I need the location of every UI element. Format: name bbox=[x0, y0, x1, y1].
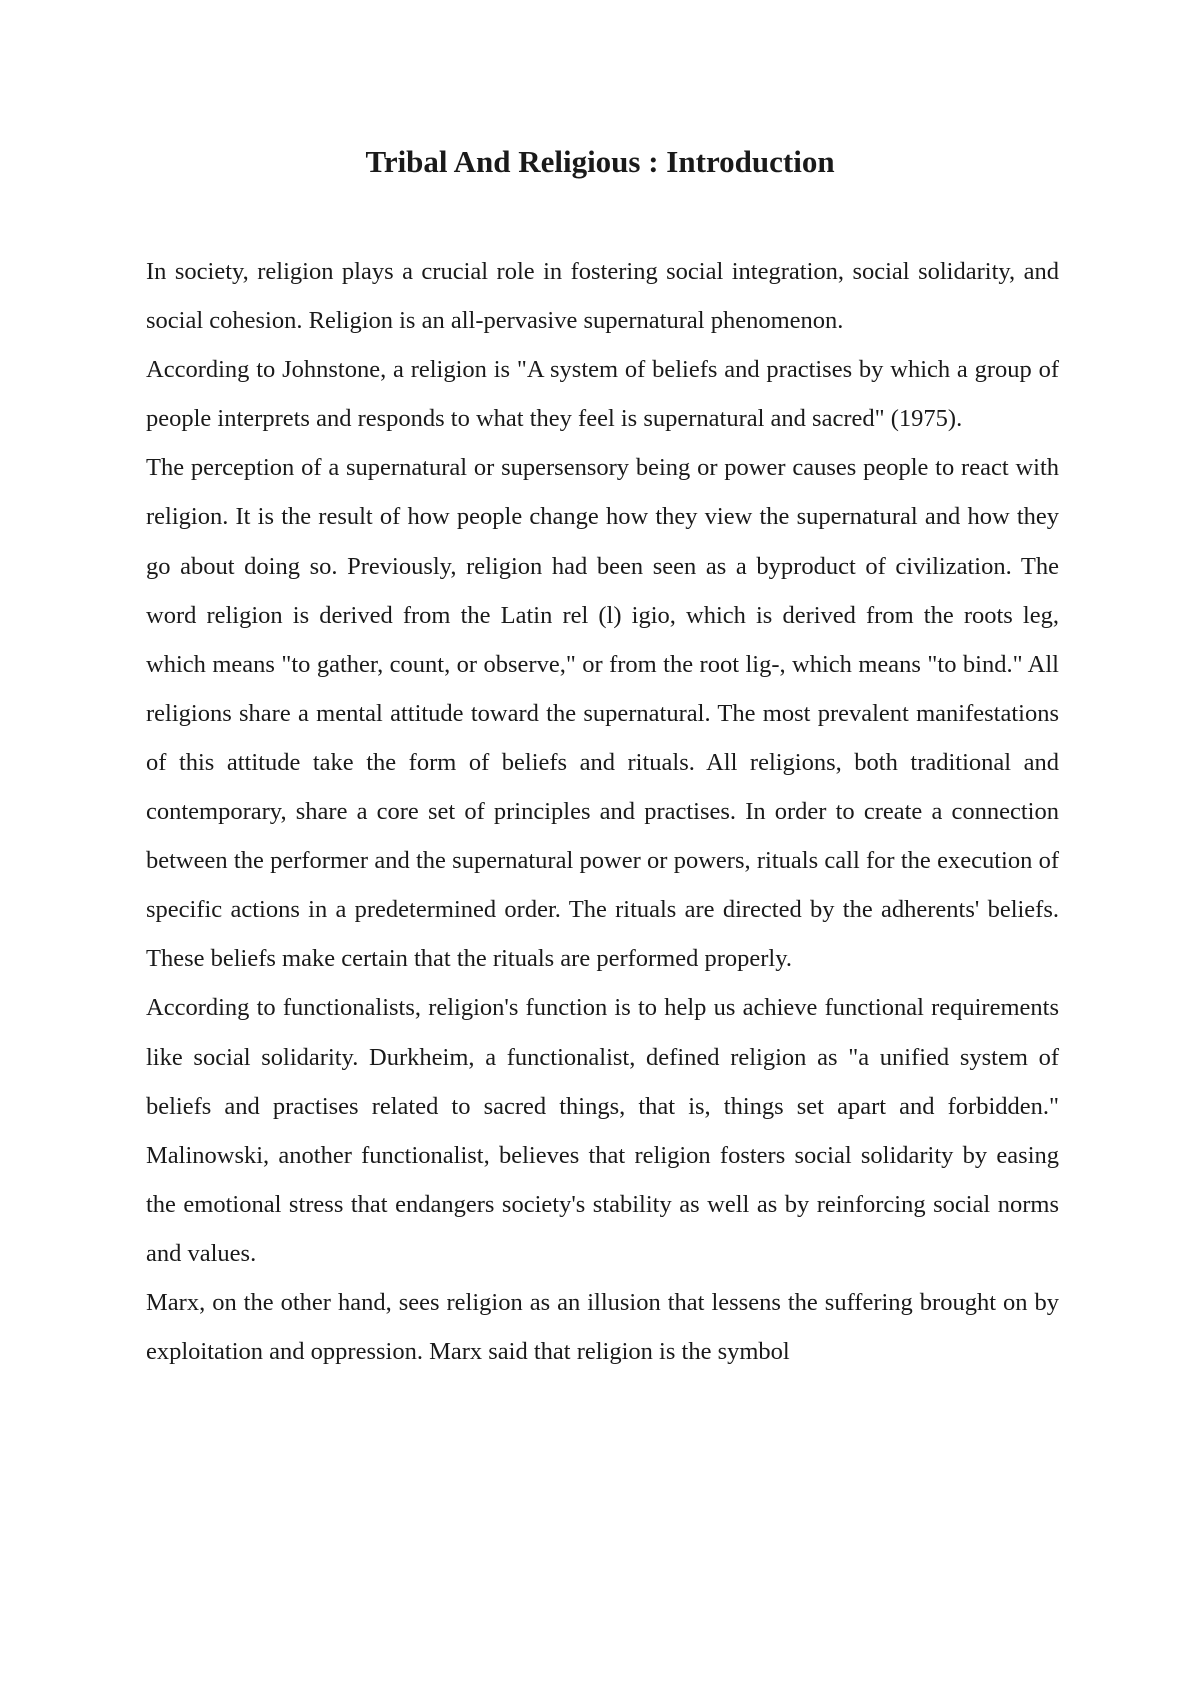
document-title: Tribal And Religious : Introduction bbox=[365, 144, 835, 179]
document-body bbox=[146, 247, 1059, 1376]
paragraph-1: In society, religion plays a crucial role in fostering social integration, social solidarity, and social cohesion. Religion is an all-pervasive supernatural phenomenon. bbox=[146, 258, 1059, 335]
paragraph-5: Marx, on the other hand, sees religion as an illusion that lessens the suffering brought on by exploitation and oppression. Marx said that religion is the symbol bbox=[146, 1288, 1059, 1366]
paragraph-3: The perception of a supernatural or supersensory being or power causes people to react with religion. It is the result of how people change how they view the supernatural and how they go about doing so. Previously, religion had been seen as a byproduct of civilization. The word religion is derived from the Latin rel (l) igio, which is derived from the roots leg, which means "to gather, count, or observe," or from the root lig-, which means "to bind." All religions share a mental attitude toward the supernatural. The most prevalent manifestations of this attitude take the form of beliefs and rituals. All religions, both traditional and contemporary, share a core set of principles and practises. In order to create a connection between the performer and the supernatural power or powers, rituals call for the execution of specific actions in a predetermined order. The rituals are directed by the adherents' beliefs. These beliefs make certain that the rituals are performed properly. bbox=[146, 454, 1059, 973]
paragraph-2: According to Johnstone, a religion is "A system of beliefs and practises by which a group of people interprets and responds to what they feel is supernatural and sacred" (1975). bbox=[146, 356, 1059, 433]
paragraph-4: According to functionalists, religion's function is to help us achieve functional requirements like social solidarity. Durkheim, a functionalist, defined religion as "a unified system of beliefs and practises related to sacred things, that is, things set apart and forbidden." Malinowski, another functionalist, believes that religion fosters social solidarity by easing the emotional stress that endangers society's stability as well as by reinforcing social norms and values. bbox=[146, 994, 1059, 1267]
